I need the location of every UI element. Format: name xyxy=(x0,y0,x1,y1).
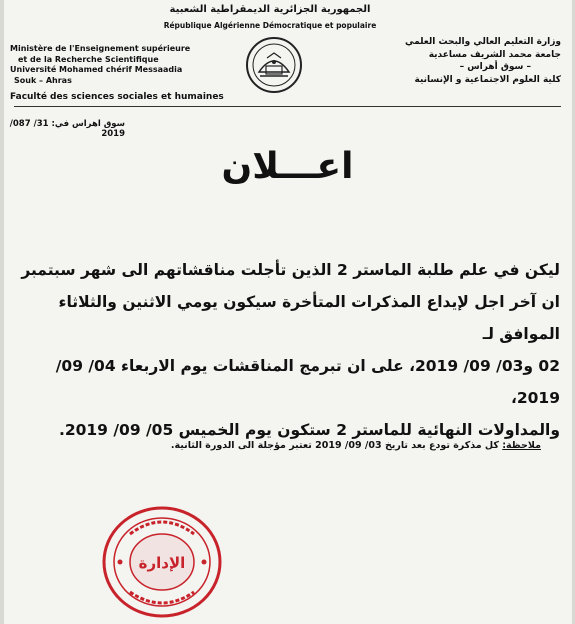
note-text: كل مذكرة تودع بعد تاريخ 03/ 09/ 2019 تعتبر مؤجلة الى الدورة الثانية. xyxy=(170,440,499,451)
header-ar-block xyxy=(405,36,561,86)
republic-title-fr: République Algérienne Démocratique et populaire xyxy=(163,21,377,30)
stamp-center-text: الإدارة xyxy=(138,554,186,572)
scan-edge-left xyxy=(0,0,4,624)
header-fr-line: Ministère de l'Enseignement supérieure xyxy=(10,44,191,53)
header-ar-line: – سوق أهراس – xyxy=(459,62,531,72)
header-ar-line: جامعة محمد الشريف مساعدية xyxy=(428,49,561,60)
note xyxy=(21,440,541,451)
university-emblem-icon xyxy=(245,36,303,94)
header-fr-line: Université Mohamed chérif Messaadia xyxy=(10,65,183,74)
body-line: ليكن في علم طلبة الماستر 2 الذين تأجلت مناقشاتهم الى شهر سبتمبر xyxy=(21,261,560,279)
note-label: ملاحظة: xyxy=(502,440,541,451)
faculty-fr: Faculté des sciences sociales et humaines xyxy=(10,92,224,102)
reference-date: سوق اهراس في: 31/ 087/ 2019 xyxy=(9,119,125,139)
header-divider xyxy=(14,106,561,107)
header-fr-line: Souk – Ahras xyxy=(14,75,72,85)
header-ar-line: وزارة التعليم العالي والبحث العلمي xyxy=(404,37,561,47)
announcement-body xyxy=(20,254,560,446)
header-fr-line: et de la Recherche Scientifique xyxy=(18,54,159,64)
republic-title-ar: الجمهورية الجزائرية الديمقراطية الشعبية xyxy=(169,4,371,15)
page-title: اعـــلان xyxy=(221,146,354,187)
body-line: والمداولات النهائية للماستر 2 ستكون يوم الخميس 05/ 09/ 2019. xyxy=(58,421,560,439)
body-line: ان آخر اجل لإيداع المذكرات المتأخرة سيكون يومي الاثنين والثلاثاء الموافق لـ xyxy=(58,293,560,343)
header-fr-block xyxy=(10,44,190,86)
header-ar-line: كلية العلوم الاجتماعية و الإنسانية xyxy=(414,74,561,85)
official-stamp-icon xyxy=(100,504,224,620)
body-line: 02 و03/ 09/ 2019، على ان تبرمج المناقشات يوم الاربعاء 04/ 09/ 2019، xyxy=(55,357,560,407)
